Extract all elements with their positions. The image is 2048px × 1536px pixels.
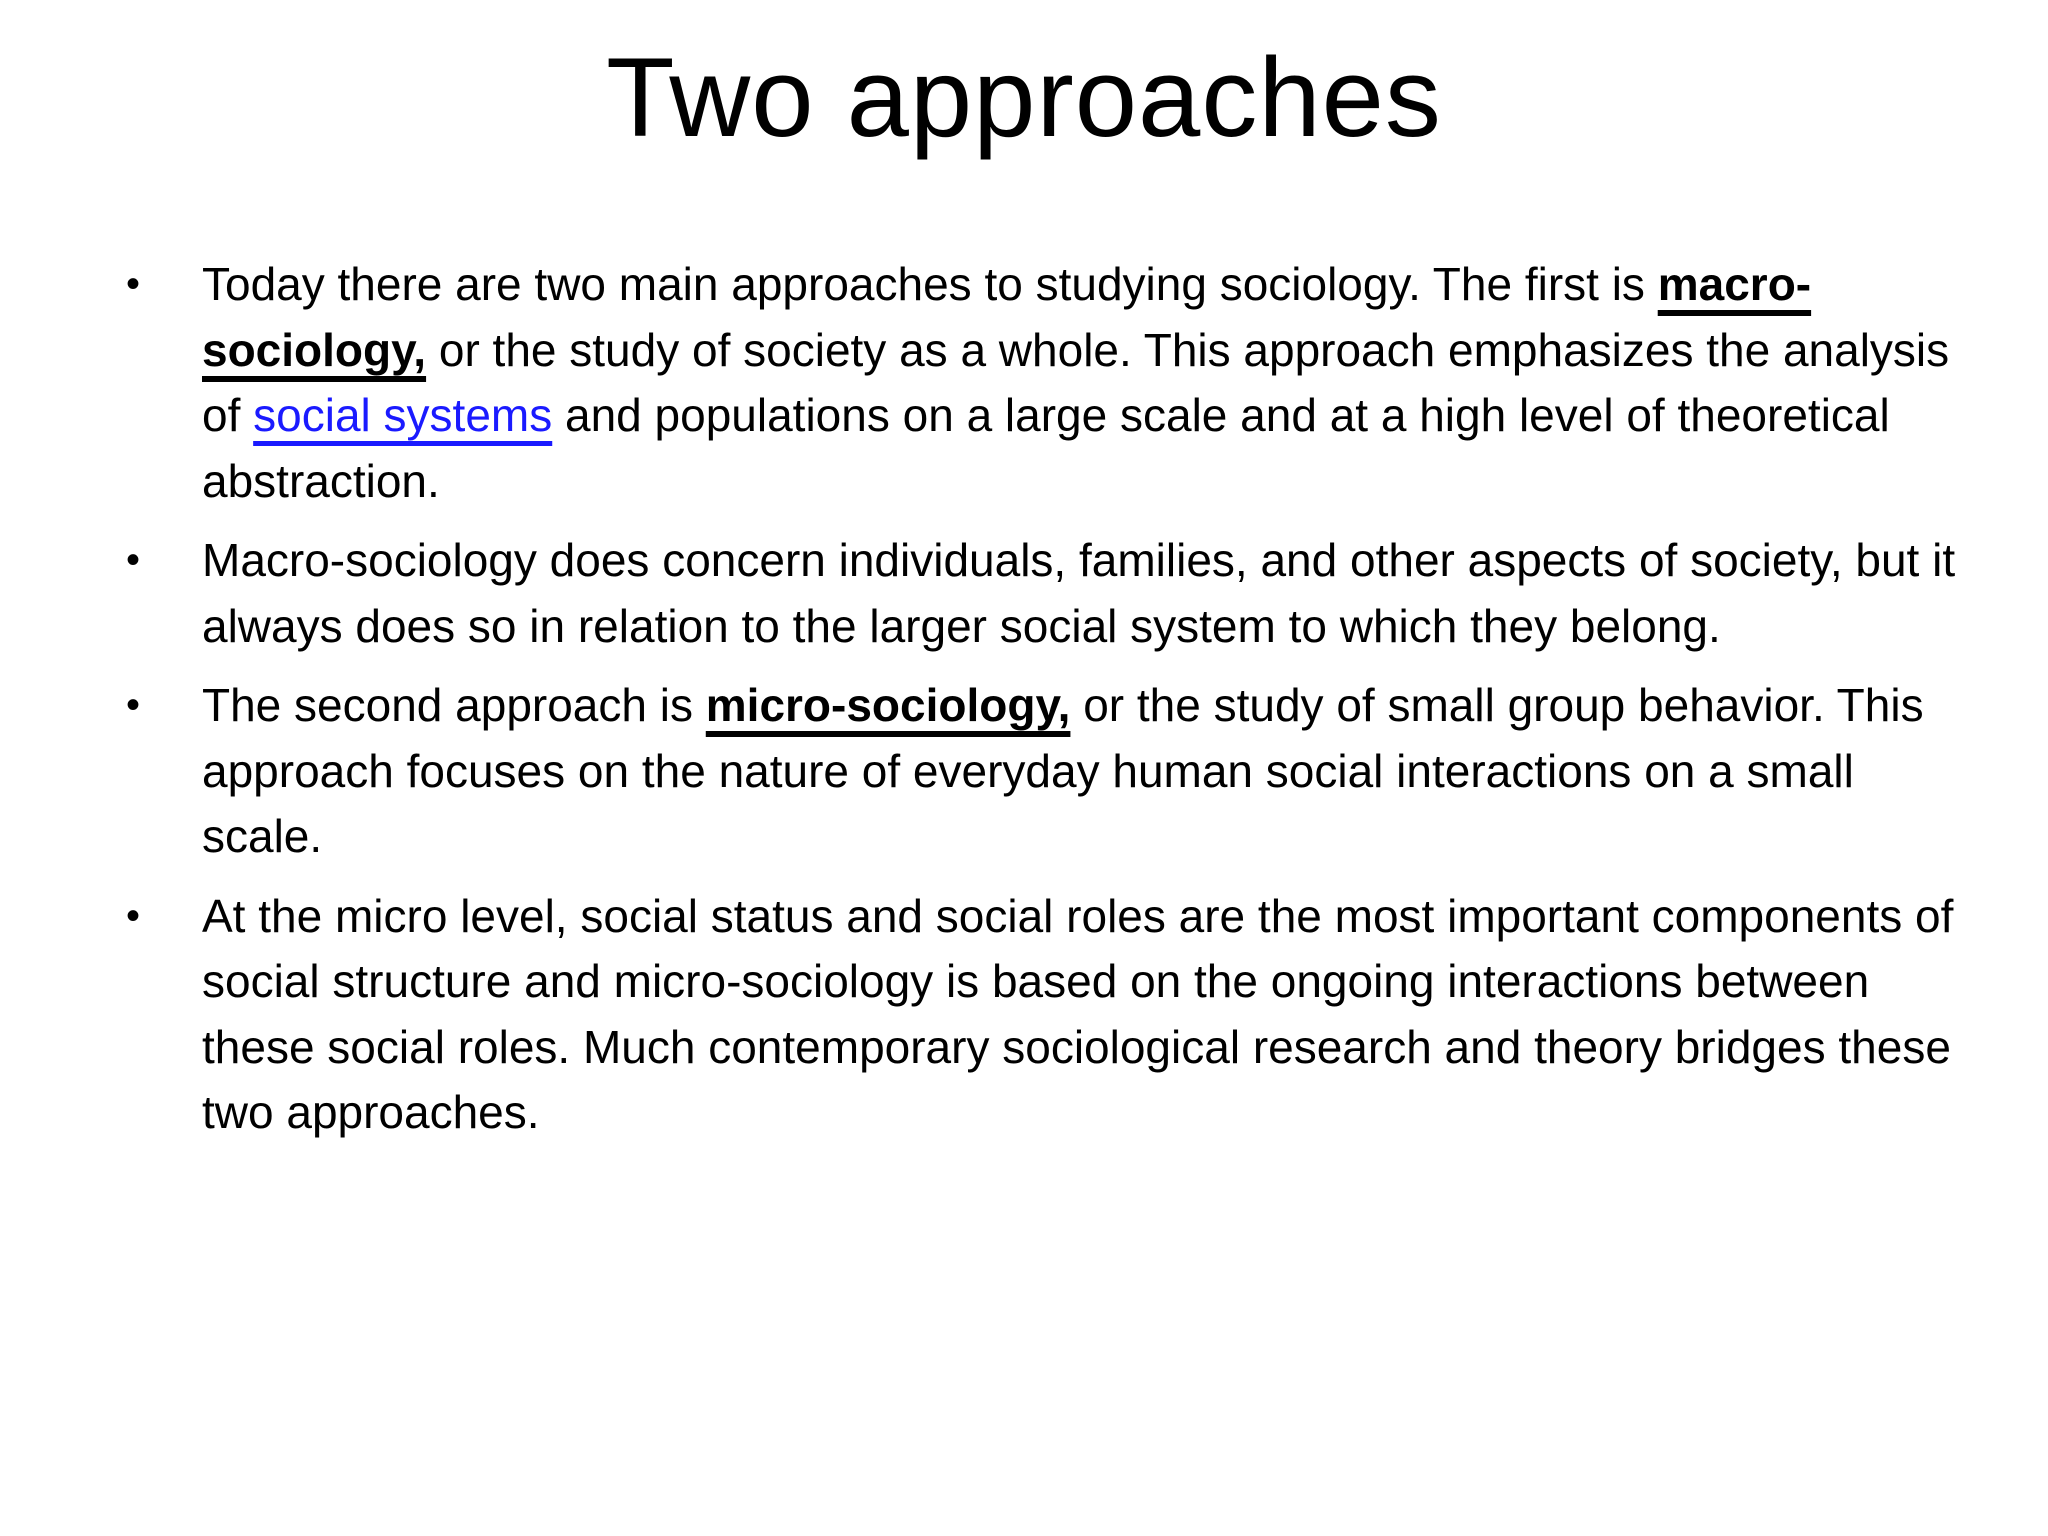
bullet-text: or the study of small group behavior. This approach focuses on the nature of everyday human social interactions on a small scale.: [202, 679, 1924, 862]
bullet-text: Macro-sociology does concern individuals, families, and other aspects of society, but it always does so in relation to the larger social system to which they belong.: [202, 534, 1956, 652]
slide-title: Two approaches: [606, 35, 1442, 160]
bullet-dot-icon: •: [125, 538, 140, 582]
bullet-dot-icon: •: [125, 893, 140, 938]
bullet-text: Today there are two main approaches to studying sociology. The first is: [202, 258, 1658, 310]
bullet-text: or the study of society as a whole. This approach emphasizes the analysis of: [202, 323, 1950, 441]
bullet-item-macro-sociology: [118, 252, 1978, 514]
bullet-text: The second approach is: [202, 679, 706, 731]
social-systems-link[interactable]: social systems: [253, 389, 553, 441]
bullet-text: At the micro level, social status and social roles are the most important components of social structure and micro-sociology is based on the ongoing interactions between these social roles. Much contemporary sociological research and theory bridges these two approaches.: [202, 889, 1954, 1138]
term-micro-sociology: micro-sociology,: [705, 679, 1071, 731]
bullet-item-micro-sociology: [118, 673, 1978, 870]
bullet-item-macro-detail: [118, 528, 1978, 659]
bullet-list: [118, 252, 1978, 1160]
term-macro-sociology: macro-sociology,: [202, 258, 1812, 376]
bullet-item-micro-level: [118, 884, 1978, 1146]
bullet-dot-icon: •: [125, 262, 140, 306]
bullet-dot-icon: •: [125, 683, 140, 727]
bullet-text: and populations on a large scale and at a high level of theoretical abstraction.: [202, 389, 1890, 507]
